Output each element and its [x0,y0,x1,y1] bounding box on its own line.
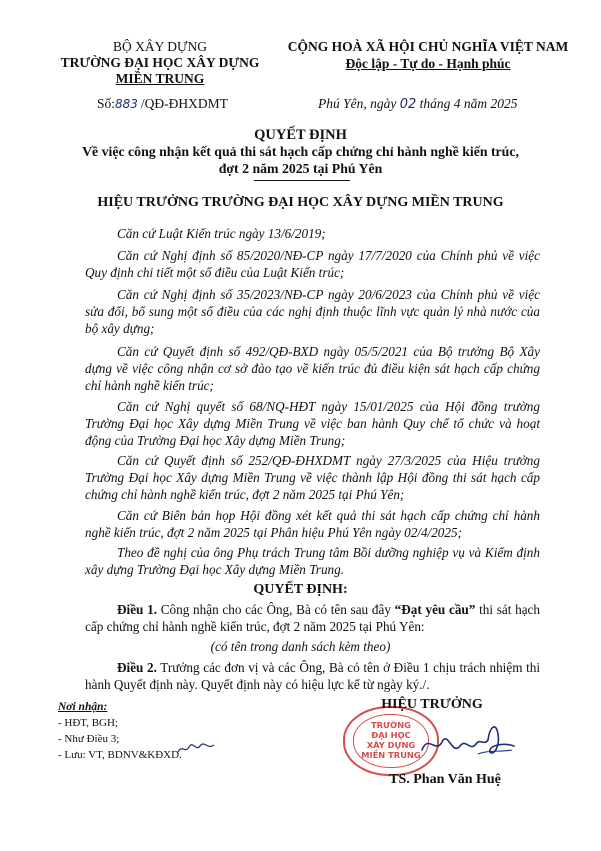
recipient-item: - Lưu: VT, BDNV&KĐXD. [58,749,182,761]
motto-wrap [268,55,588,72]
initials-signature [176,740,216,758]
recipient-item: - Như Điều 3; [58,733,120,745]
stamp-line: TRƯỜNG [371,720,411,730]
basis-2: Căn cứ Nghị định số 85/2020/NĐ-CP ngày 17/7/2020 của Chính phủ về việc Quy định chi tiết một số điều của Luật Kiến trúc; [85,248,540,280]
issuer-block [50,39,270,87]
issuing-authority: HIỆU TRƯỞNG TRƯỜNG ĐẠI HỌC XÂY DỰNG MIỀN TRUNG [97,195,504,210]
university-name-line2-wrap [50,71,270,87]
basis-4: Căn cứ Quyết định số 492/QĐ-BXD ngày 05/5/2021 của Bộ trưởng Bộ Xây dựng về việc công nhận cơ sở đào tạo về kiến trúc đủ điều kiện sát hạch cấp chứng chỉ hành nghề kiến trúc; [85,344,540,393]
article-1 [85,601,540,635]
stamp-line: ĐẠI HỌC [371,730,411,740]
article-1-label: Điều 1. [117,602,157,617]
document-type: QUYẾT ĐỊNH [254,127,347,143]
date-day-handwritten: 02 [399,97,417,112]
date-prefix: Phú Yên, ngày [318,96,397,111]
basis-5: Căn cứ Nghị quyết số 68/NQ-HĐT ngày 15/01/2025 của Hội đồng trường Trường Đại học Xây dựng Miền Trung về việc ban hành Quy chế tổ chức và hoạt động của Trường Đại học Xây dựng Miền Trung; [85,399,540,448]
nation-title: CỘNG HOÀ XÃ HỘI CHỦ NGHĨA VIỆT NAM [287,39,569,54]
date-suffix: tháng 4 năm 2025 [419,96,518,111]
document-number [97,96,228,112]
document-date [318,96,518,112]
decision-heading: QUYẾT ĐỊNH: [253,582,348,597]
signer-name: TS. Phan Văn Huệ [389,772,501,787]
article-1-text-b: thi sát hạch cấp chứng chỉ hành nghề kiến trúc, đợt 2 năm 2025 tại Phú Yên: [85,602,541,634]
stamp-line: MIỀN TRUNG [361,750,421,760]
article-1-emphasis: “Đạt yêu cầu” [394,602,476,617]
number-handwritten: 883 [115,97,138,111]
recipients-block [58,699,182,763]
article-2-label: Điều 2. [117,660,157,675]
recipients-heading: Nơi nhận: [58,701,108,713]
handwritten-signature [418,716,518,768]
basis-8: Theo đề nghị của ông Phụ trách Trung tâm Bồi dưỡng nghiệp vụ và Kiểm định xây dựng Trường Đại học Xây dựng Miền Trung. [85,545,540,577]
basis-7: Căn cứ Biên bản họp Hội đồng xét kết quả thi sát hạch cấp chứng chỉ hành nghề kiến trúc, đợt 2 năm 2025 tại Phân hiệu Phú Yên ngày 02/4/2025; [85,508,540,540]
subject-line2: đợt 2 năm 2025 tại Phú Yên [218,161,383,176]
subject-underline [254,180,350,181]
number-suffix: /QĐ-ĐHXDMT [140,96,228,111]
article-1-text-a: Công nhận cho các Ông, Bà có tên sau đây [157,602,395,617]
ministry-name: BỘ XÂY DỰNG [113,39,207,54]
basis-1: Căn cứ Luật Kiến trúc ngày 13/6/2019; [117,226,326,241]
recipient-item: - HĐT, BGH; [58,717,118,729]
article-1-note: (có tên trong danh sách kèm theo) [210,639,391,654]
basis-3: Căn cứ Nghị định số 35/2023/NĐ-CP ngày 20/6/2023 của Chính phủ về việc sửa đổi, bổ sung một số điều của các nghị định thuộc lĩnh vực quản lý nhà nước của bộ xây dựng; [85,287,540,336]
university-name-line2: MIỀN TRUNG [115,71,205,86]
subject-line1: Về việc công nhận kết quả thi sát hạch cấp chứng chỉ hành nghề kiến trúc, [82,144,519,159]
university-name-line1: TRƯỜNG ĐẠI HỌC XÂY DỰNG [60,55,260,70]
nation-block [268,39,588,72]
number-prefix: Số: [97,96,116,111]
basis-6: Căn cứ Quyết định số 252/QĐ-ĐHXDMT ngày 27/3/2025 của Hiệu trưởng Trường Đại học Xây dựng Miền Trung về việc thành lập Hội đồng thi sát hạch cấp chứng chỉ hành nghề kiến trúc, đợt 2 năm 2025 tại Phú Yên; [85,453,540,502]
signer-title: HIỆU TRƯỞNG [381,697,483,712]
nation-motto: Độc lập - Tự do - Hạnh phúc [345,56,511,71]
article-2-text: Trưởng các đơn vị và các Ông, Bà có tên ở Điều 1 chịu trách nhiệm thi hành Quyết định này. Quyết định này có hiệu lực kể từ ngày ký./. [85,660,541,692]
stamp-line: XÂY DỰNG [366,740,416,750]
article-2 [85,659,540,693]
